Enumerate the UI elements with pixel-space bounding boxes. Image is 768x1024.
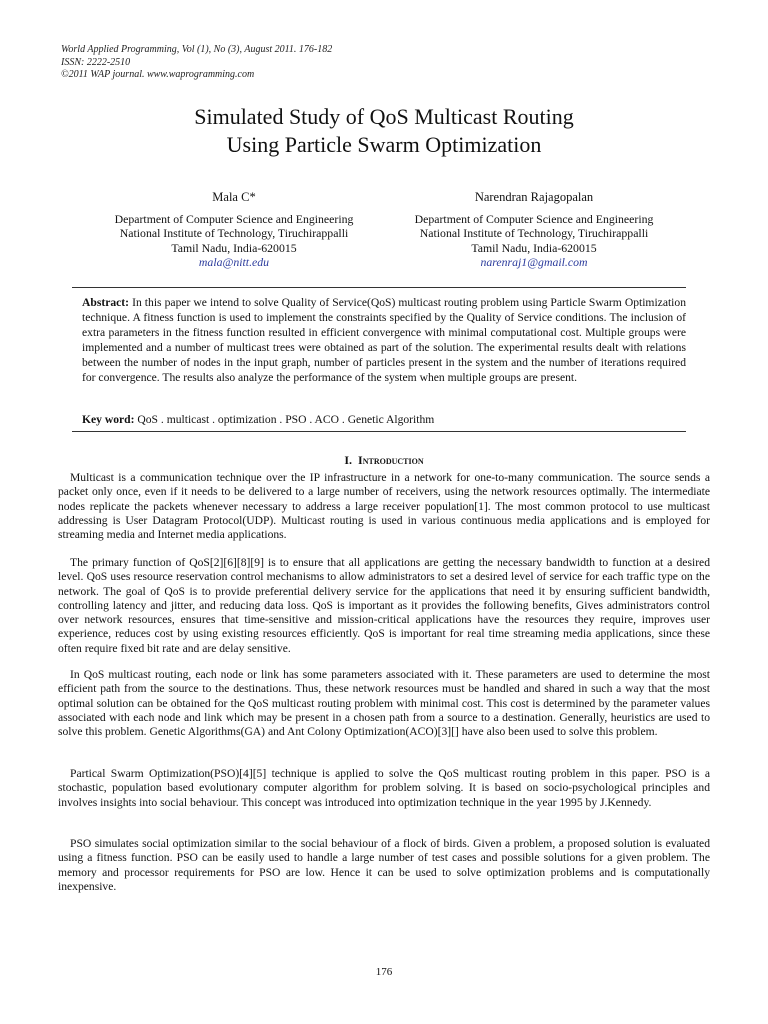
paragraph-text: Partical Swarm Optimization(PSO)[4][5] technique is applied to solve the QoS multicast routing problem in this paper. PSO is a stochastic, population based evolutionary computer algorithm for problem solving. It is based on socio-psychological principles and involves insights into social behaviour. This concept was introduced into optimization technique in the year 1995 by J.Kennedy. [58, 767, 710, 809]
author-block-1 [84, 190, 384, 269]
author-department: Department of Computer Science and Engineering [414, 212, 654, 226]
abstract-top-divider [72, 287, 686, 288]
body-paragraph-2 [58, 556, 710, 656]
journal-header [61, 44, 332, 82]
keywords [82, 412, 686, 427]
paragraph-text: The primary function of QoS[2][6][8][9] is to ensure that all applications are getting the necessary bandwidth to function at a desired level. QoS uses resource reservation control mechanisms to allow administrators to set a desired level of service for each traffic type on the network. The goal of QoS is to provide preferential delivery service for the applications that need it by ensuring sufficient bandwidth, controlling latency and jitter, and reducing data loss. QoS is important as it provides the following benefits, Gives administrators control over network resources, ensures that time-sensitive and mission-critical applications have the resources they require, improves user experience, reduces cost by using existing resources efficiently. QoS is important for real time streaming media applications, since these often require fixed bit rate and are delay sensitive. [58, 556, 710, 655]
paper-title-line-1: Simulated Study of QoS Multicast Routing [194, 104, 574, 129]
paragraph-text: Multicast is a communication technique over the IP infrastructure in a network for one-to-many communication. The source sends a packet only once, even if it needs to be delivered to a large number of receivers, using the network resources optimally. The intermediate nodes replicate the packets whenever necessary to address a large receiver population[1]. The most common protocol to use multicast addressing is User Datagram Protocol(UDP). Multicast routing is used in various continuous media applications and is employed for streaming media and Internet media applications. [58, 471, 710, 542]
author-block-2 [384, 190, 684, 269]
author-institute: National Institute of Technology, Tiruchirappalli [119, 226, 349, 241]
keywords-label: Key word: [82, 413, 135, 426]
section-number: I. [344, 453, 353, 467]
author-department: Department of Computer Science and Engineering [114, 212, 354, 226]
author-location: Tamil Nadu, India-620015 [471, 240, 597, 255]
body-paragraph-5 [58, 837, 710, 894]
abstract-text: In this paper we intend to solve Quality of Service(QoS) multicast routing problem using Particle Swarm Optimization technique. A fitness function is used to implement the constraints specified by the Quality of Service conditions. The inclusion of extra parameters in the fitness function resulted in efficient convergence with minimal computational cost. Multiple groups were implemented and a number of multicast trees were obtained as part of the solution. The experimental results dealt with relations between the number of nodes in the input graph, number of particles present in the system and the number of iterations required for convergence. The results also analyze the performance of the system when multiple groups are present. [82, 296, 686, 385]
paper-title [0, 103, 768, 159]
author-location: Tamil Nadu, India-620015 [171, 240, 297, 255]
paragraph-text: PSO simulates social optimization similar to the social behaviour of a flock of birds. Given a problem, a proposed solution is evaluated using a fitness function. PSO can be easily used to handle a large number of test cases and possible solutions for a given problem. The memory and processor requirements for PSO are low. Hence it can be used to solve optimization problems and is computationally inexpensive. [58, 837, 710, 893]
body-paragraph-1 [58, 471, 710, 542]
body-paragraph-4 [58, 767, 710, 810]
author-name: Narendran Rajagopalan [474, 190, 594, 204]
journal-copyright: ©2011 WAP journal. www.waprogramming.com [61, 69, 255, 80]
page-number: 176 [375, 966, 393, 978]
author-email-link[interactable]: mala@nitt.edu [198, 254, 270, 269]
author-name: Mala C* [212, 190, 256, 204]
section-heading [0, 453, 768, 468]
author-institute: National Institute of Technology, Tiruchirappalli [419, 226, 649, 241]
journal-citation: World Applied Programming, Vol (1), No (3), August 2011. 176-182 [61, 44, 333, 55]
journal-issn: ISSN: 2222-2510 [61, 56, 131, 68]
section-title: Introduction [358, 453, 424, 467]
paper-title-line-2: Using Particle Swarm Optimization [226, 132, 542, 157]
keywords-text: QoS . multicast . optimization . PSO . ACO . Genetic Algorithm [134, 413, 435, 426]
body-paragraph-3 [58, 668, 710, 739]
abstract-label: Abstract: [82, 296, 130, 309]
abstract-bottom-divider [72, 431, 686, 432]
paragraph-text: In QoS multicast routing, each node or link has some parameters associated with it. These parameters are used to determine the most efficient path from the source to the destinations. Thus, these network resources must be handled and shared in such a way that the most optimal solution can be obtained for the QoS multicast routing problem with minimal cost. This cost is determined by the parameter values associated with each node and link which may be present in a chosen path from a source to a destination. Generally, heuristics are used to solve this problem. Genetic Algorithms(GA) and Ant Colony Optimization(ACO)[3][] have also been used to solve this problem. [58, 668, 710, 739]
author-email-link[interactable]: narenraj1@gmail.com [480, 254, 588, 269]
abstract [82, 295, 686, 386]
